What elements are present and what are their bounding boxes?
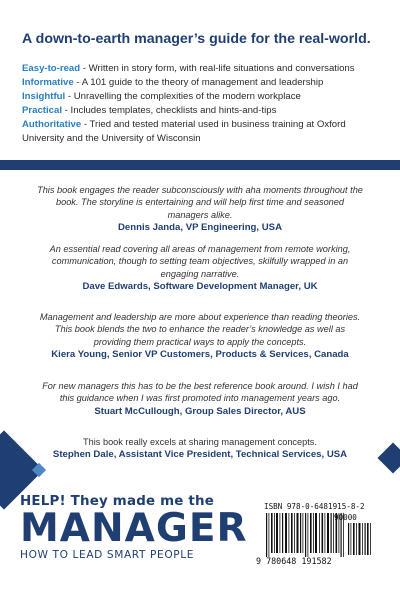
testimonial-author: Dennis Janda, VP Engineering, USA	[117, 221, 283, 233]
book-subtitle: HOW TO LEAD SMART PEOPLE	[20, 549, 195, 561]
feature-item	[22, 104, 384, 118]
testimonial-text: Management and leadership are more about experience than reading theories. This book blends the two to enhance the reader’s knowledge as well as providing them practical ways to apply the concepts.	[39, 312, 361, 347]
headline: A down-to-earth manager’s guide for the real-world.	[22, 31, 371, 47]
testimonial	[36, 184, 364, 234]
isbn-label: ISBN 978-0-6481915-8-2	[264, 502, 365, 511]
feature-keyword: Informative	[22, 77, 74, 88]
feature-item	[22, 62, 384, 76]
testimonial-text: An essential read covering all areas of management from remote working, communication, though to setting team objectives, skilfully wrapped in an engaging narrative.	[49, 244, 351, 279]
barcode-ean-digits: 9 780648 191582	[256, 556, 332, 566]
divider-band	[0, 160, 400, 170]
feature-text: - Tried and tested material used in business training at Oxford University and the University of Wisconsin	[22, 119, 346, 144]
book-title-main: MANAGER	[20, 506, 248, 551]
testimonial-author: Stuart McCullough, Group Sales Director, AUS	[94, 405, 306, 417]
feature-text: - Written in story form, with real-life situations and conversations	[80, 63, 355, 74]
feature-item	[22, 76, 384, 90]
testimonial	[36, 311, 364, 361]
feature-text: - Unravelling the complexities of the modern workplace	[65, 91, 301, 102]
testimonial-author: Kiera Young, Senior VP Customers, Products & Services, Canada	[51, 348, 349, 360]
book-title	[20, 494, 248, 561]
testimonial-text: This book really excels at sharing management concepts.	[83, 437, 317, 447]
feature-item	[22, 90, 384, 104]
feature-keyword: Authoritative	[22, 119, 82, 130]
barcode-bars	[262, 511, 374, 557]
testimonial-text: This book engages the reader subconsciously with aha moments throughout the book. The storyline is entertaining and will help first time and seasoned managers alike.	[37, 185, 363, 220]
barcode	[256, 496, 380, 570]
feature-keyword: Practical	[22, 105, 63, 116]
testimonial	[36, 243, 364, 293]
testimonial	[36, 380, 364, 418]
feature-list	[22, 62, 384, 146]
testimonial-text: For new managers this has to be the best reference book around. I wish I had this guidance when I was first promoted into management years ago.	[42, 381, 358, 404]
feature-text: - Includes templates, checklists and hints-and-tips	[62, 105, 277, 116]
feature-keyword: Easy-to-read	[22, 63, 81, 74]
testimonial	[36, 436, 364, 462]
barcode-addon-digits: 90000	[334, 513, 357, 522]
feature-keyword: Insightful	[22, 91, 66, 102]
decorative-diamond-mid	[377, 442, 400, 473]
testimonial-author: Dave Edwards, Software Development Manager, UK	[82, 280, 318, 292]
testimonial-author: Stephen Dale, Assistant Vice President, Technical Services, USA	[52, 449, 348, 461]
feature-item	[22, 118, 384, 146]
book-title-line1: HELP! They made me the	[20, 494, 215, 509]
feature-text: - A 101 guide to the theory of management and leadership	[73, 77, 324, 88]
